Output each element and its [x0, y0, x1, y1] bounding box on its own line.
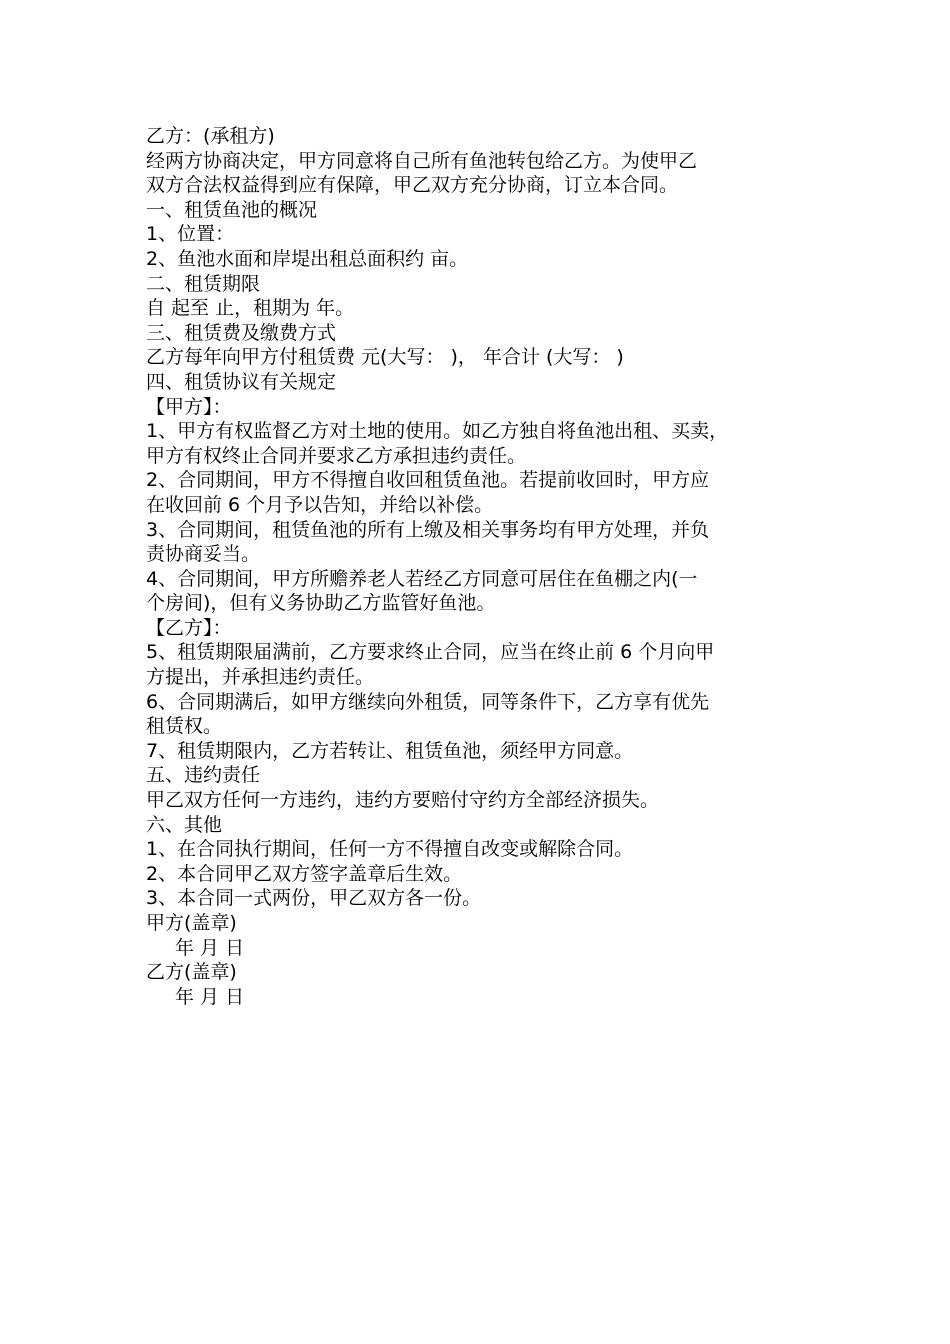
clause-1-line-2: 甲方有权终止合同并要求乙方承担违约责任。 [146, 444, 527, 467]
clause-3-line-2: 责协商妥当。 [146, 543, 261, 566]
party-b-date: 年 月 日 [175, 985, 245, 1008]
section-4-heading: 四、租赁协议有关规定 [146, 370, 337, 393]
party-b-subheading: 【乙方】： [146, 616, 232, 639]
clause-area: 2、鱼池水面和岸堤出租总面积约 亩。 [146, 247, 469, 270]
clause-5-line-1: 5、租赁期限届满前，乙方要求终止合同，应当在终止前 6 个月向甲 [146, 641, 715, 664]
party-b-seal-label: 乙方(盖章) [146, 961, 237, 984]
document-page [146, 124, 826, 1009]
party-b-heading: 乙方：(承租方) [146, 125, 275, 147]
other-clause-3: 3、本合同一式两份，甲乙双方各一份。 [146, 887, 482, 910]
section-6-heading: 六、其他 [146, 813, 223, 836]
preamble-line-1: 经两方协商决定，甲方同意将自己所有鱼池转包给乙方。为使甲乙 [146, 149, 698, 172]
preamble-line-2: 双方合法权益得到应有保障，甲乙双方充分协商，订立本合同。 [146, 174, 679, 197]
clause-location: 1、位置： [146, 223, 235, 246]
section-1-heading: 一、租赁鱼池的概况 [146, 198, 318, 221]
clause-5-line-2: 方提出，并承担违约责任。 [146, 666, 375, 689]
party-a-subheading: 【甲方】： [146, 395, 232, 418]
clause-term: 自 起至 止，租期为 年。 [146, 297, 355, 320]
clause-1-line-1: 1、甲方有权监督乙方对土地的使用。如乙方独自将鱼池出租、买卖， [146, 420, 729, 443]
clause-3-line-1: 3、合同期间，租赁鱼池的所有上缴及相关事务均有甲方处理，并负 [146, 518, 710, 541]
party-a-date: 年 月 日 [175, 936, 245, 959]
section-5-heading: 五、违约责任 [146, 764, 261, 787]
clause-2-line-1: 2、合同期间，甲方不得擅自收回租赁鱼池。若提前收回时，甲方应 [146, 469, 710, 492]
section-2-heading: 二、租赁期限 [146, 272, 261, 295]
clause-6-line-2: 租赁权。 [146, 715, 223, 738]
party-a-seal-label: 甲方(盖章) [146, 912, 237, 934]
clause-2-line-2: 在收回前 6 个月予以告知，并给以补偿。 [146, 493, 494, 516]
clause-4-line-1: 4、合同期间，甲方所赡养老人若经乙方同意可居住在鱼棚之内(一 [146, 567, 698, 590]
clause-4-line-2: 个房间)，但有义务协助乙方监管好鱼池。 [146, 592, 496, 615]
other-clause-1: 1、在合同执行期间，任何一方不得擅自改变或解除合同。 [146, 838, 634, 861]
clause-fee: 乙方每年向甲方付租赁费 元(大写： )， 年合计 (大写： ) [146, 346, 624, 369]
other-clause-2: 2、本合同甲乙双方签字盖章后生效。 [146, 862, 463, 885]
clause-6-line-1: 6、合同期满后，如甲方继续向外租赁，同等条件下，乙方享有优先 [146, 690, 710, 713]
clause-liability: 甲乙双方任何一方违约，违约方要赔付守约方全部经济损失。 [146, 789, 660, 812]
clause-7: 7、租赁期限内，乙方若转让、租赁鱼池，须经甲方同意。 [146, 739, 634, 762]
section-3-heading: 三、租赁费及缴费方式 [146, 321, 337, 344]
